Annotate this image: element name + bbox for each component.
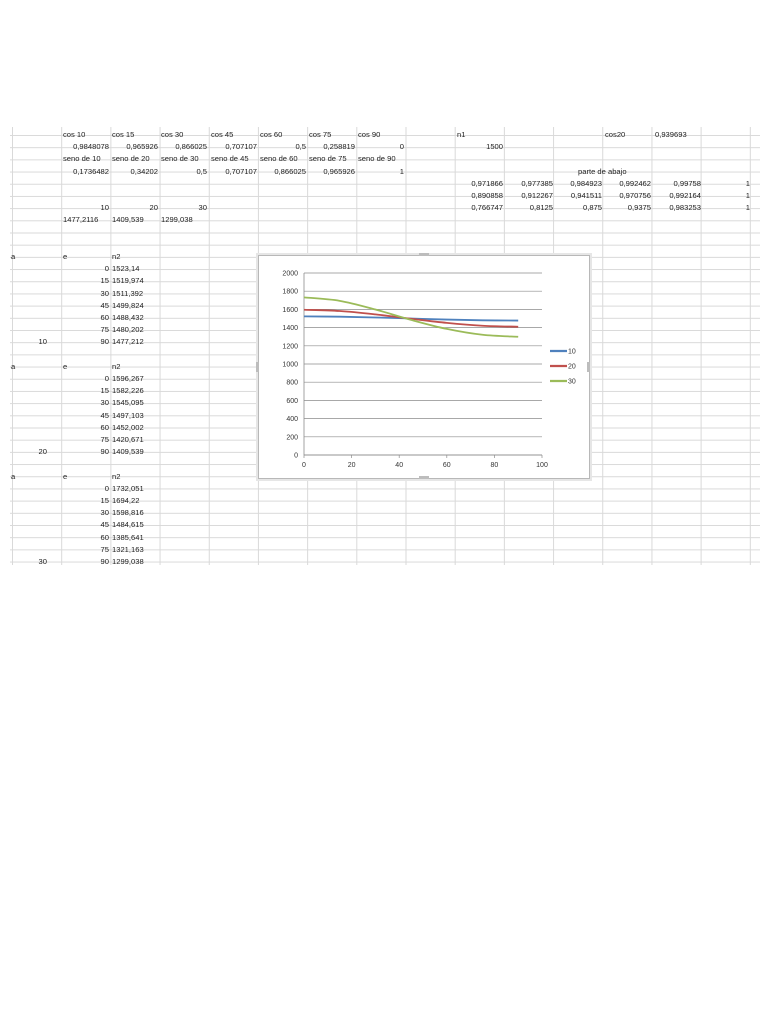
right-value-2-1[interactable]: 0,8125 [529, 203, 553, 213]
table-header-n2[interactable]: n2 [112, 361, 121, 371]
right-value-0-3[interactable]: 0,992462 [619, 178, 651, 188]
seno-value-3[interactable]: 0,707107 [225, 166, 257, 176]
cos-value-1[interactable]: 0,965926 [126, 142, 158, 152]
y-tick-label: 1000 [282, 361, 298, 369]
table-n2-value[interactable]: 1545,095 [112, 398, 144, 408]
table-e-value[interactable]: 0 [104, 264, 109, 274]
n1-label[interactable]: n1 [457, 130, 466, 139]
cos-header-2[interactable]: cos 30 [161, 130, 184, 139]
seno-value-4[interactable]: 0,866025 [274, 166, 306, 176]
right-value-2-5[interactable]: 1 [745, 203, 750, 213]
table-n2-value[interactable]: 1488,432 [112, 313, 144, 322]
table-n2-value[interactable]: 1582,226 [112, 386, 144, 396]
n1-value[interactable]: 1500 [486, 142, 503, 152]
y-tick-label: 800 [286, 379, 298, 387]
y-tick-label: 400 [286, 416, 298, 424]
right-value-2-0[interactable]: 0,766747 [471, 203, 503, 213]
cos-header-4[interactable]: cos 60 [260, 130, 283, 139]
table-header-n2[interactable]: n2 [112, 471, 121, 481]
cos-value-3[interactable]: 0,707107 [225, 142, 257, 152]
cos-header-0[interactable]: cos 10 [63, 130, 86, 139]
cos-value-6[interactable]: 0 [399, 142, 404, 152]
right-value-0-0[interactable]: 0,971866 [471, 178, 503, 188]
table-header-e[interactable]: e [63, 361, 68, 371]
legend-label-10: 10 [568, 348, 576, 356]
table-e-value[interactable]: 75 [100, 544, 109, 554]
seno-header-5[interactable]: seno de 75 [309, 154, 347, 164]
y-tick-label: 200 [286, 434, 298, 442]
table-n2-value[interactable]: 1511,392 [112, 288, 144, 298]
table-n2-value[interactable]: 1497,103 [112, 410, 144, 420]
seno-value-2[interactable]: 0,5 [196, 166, 207, 176]
right-value-0-5[interactable]: 1 [745, 178, 750, 188]
x-tick-label: 80 [490, 462, 499, 469]
right-value-1-2[interactable]: 0,941511 [570, 191, 602, 200]
table-n2-value[interactable]: 1452,002 [112, 422, 144, 432]
y-tick-label: 2000 [282, 270, 298, 278]
table-header-a[interactable]: a [11, 252, 16, 261]
x-tick-label: 20 [347, 462, 356, 469]
legend-label-20: 20 [568, 363, 576, 371]
table-n2-value[interactable]: 1598,816 [112, 508, 144, 518]
cos-header-1[interactable]: cos 15 [112, 130, 135, 139]
table-e-value[interactable]: 75 [100, 435, 109, 444]
table-e-value[interactable]: 45 [100, 520, 109, 530]
table-e-value[interactable]: 0 [104, 483, 109, 493]
right-value-0-4[interactable]: 0,99758 [673, 178, 701, 188]
table-n2-value[interactable]: 1480,202 [112, 325, 144, 335]
right-value-2-4[interactable]: 0,983253 [669, 203, 701, 213]
cos-header-3[interactable]: cos 45 [211, 130, 234, 139]
table-e-value[interactable]: 15 [100, 386, 109, 396]
cos-value-2[interactable]: 0,866025 [175, 142, 207, 152]
table-n2-value[interactable]: 1321,163 [112, 544, 144, 554]
table-n2-value[interactable]: 1499,824 [112, 300, 144, 310]
table-n2-value[interactable]: 1523,14 [112, 264, 140, 274]
chart-plot [259, 256, 589, 478]
line-chart[interactable] [258, 255, 590, 479]
table-e-value[interactable]: 15 [100, 276, 109, 286]
table-n2-value[interactable]: 1596,267 [112, 374, 144, 383]
series-line-20 [304, 310, 518, 327]
table-e-value[interactable]: 45 [100, 410, 109, 420]
right-value-0-1[interactable]: 0,977385 [521, 178, 553, 188]
angle-2[interactable]: 30 [198, 203, 207, 213]
seno-value-6[interactable]: 1 [399, 166, 404, 176]
y-tick-label: 1600 [282, 306, 298, 314]
table-header-e[interactable]: e [63, 471, 68, 481]
y-tick-label: 1400 [282, 325, 298, 333]
table-n2-value[interactable]: 1732,051 [112, 483, 144, 493]
cos20-label[interactable]: cos20 [605, 130, 626, 139]
table-n2-value[interactable]: 1385,641 [112, 532, 144, 542]
table-e-value[interactable]: 15 [100, 496, 109, 505]
table-e-value[interactable]: 0 [104, 374, 109, 383]
table-a-value[interactable]: 20 [38, 447, 47, 457]
right-value-1-4[interactable]: 0,992164 [669, 191, 701, 200]
table-e-value[interactable]: 90 [100, 337, 109, 347]
x-tick-label: 60 [442, 462, 451, 469]
table-n2-value[interactable]: 1519,974 [112, 276, 144, 286]
x-tick-label: 100 [536, 462, 548, 469]
table-n2-value[interactable]: 1694,22 [112, 496, 140, 505]
right-value-2-3[interactable]: 0,9375 [627, 203, 651, 213]
seno-header-1[interactable]: seno de 20 [112, 154, 150, 164]
table-e-value[interactable]: 75 [100, 325, 109, 335]
angle-0[interactable]: 10 [100, 203, 109, 213]
x-tick-label: 0 [302, 462, 306, 469]
seno-header-2[interactable]: seno de 30 [161, 154, 199, 164]
seno-header-3[interactable]: seno de 45 [211, 154, 249, 164]
legend-label-30: 30 [568, 378, 576, 386]
seno-value-0[interactable]: 0,1736482 [73, 166, 109, 176]
right-value-0-2[interactable]: 0,984923 [570, 178, 602, 188]
table-header-a[interactable]: a [11, 471, 16, 481]
parte-de-abajo-label[interactable]: parte de abajo [578, 166, 627, 176]
cos-header-6[interactable]: cos 90 [358, 130, 381, 139]
table-n2-value[interactable]: 1484,615 [112, 520, 144, 530]
cos-value-5[interactable]: 0,258819 [323, 142, 355, 152]
y-tick-label: 1800 [282, 288, 298, 296]
seno-header-6[interactable]: seno de 90 [358, 154, 396, 164]
angle-1[interactable]: 20 [149, 203, 158, 213]
x-tick-label: 40 [395, 462, 404, 469]
result-0[interactable]: 1477,2116 [63, 215, 99, 225]
table-e-value[interactable]: 45 [100, 300, 109, 310]
cos-value-0[interactable]: 0,9848078 [73, 142, 109, 152]
table-n2-value[interactable]: 1477,212 [112, 337, 144, 347]
table-e-value[interactable]: 60 [100, 313, 109, 322]
seno-value-5[interactable]: 0,965926 [323, 166, 355, 176]
table-e-value[interactable]: 60 [100, 532, 109, 542]
right-value-2-2[interactable]: 0,875 [582, 203, 602, 213]
y-tick-label: 0 [294, 452, 298, 460]
result-1[interactable]: 1409,539 [112, 215, 144, 225]
seno-header-0[interactable]: seno de 10 [63, 154, 101, 164]
y-tick-label: 600 [286, 397, 298, 405]
table-e-value[interactable]: 90 [100, 447, 109, 457]
right-value-1-1[interactable]: 0,912267 [521, 191, 553, 200]
table-e-value[interactable]: 30 [100, 288, 109, 298]
cos-header-5[interactable]: cos 75 [309, 130, 332, 139]
table-e-value[interactable]: 30 [100, 398, 109, 408]
table-e-value[interactable]: 90 [100, 557, 109, 565]
right-value-1-0[interactable]: 0,890858 [471, 191, 503, 200]
y-tick-label: 1200 [282, 343, 298, 351]
cos20-value[interactable]: 0,939693 [655, 130, 687, 139]
table-e-value[interactable]: 30 [100, 508, 109, 518]
table-a-value[interactable]: 10 [38, 337, 47, 347]
right-value-1-3[interactable]: 0,970756 [619, 191, 651, 200]
right-value-1-5[interactable]: 1 [745, 191, 750, 200]
table-n2-value[interactable]: 1299,038 [112, 557, 144, 565]
cos-value-4[interactable]: 0,5 [295, 142, 306, 152]
table-a-value[interactable]: 30 [38, 557, 47, 565]
table-header-n2[interactable]: n2 [112, 252, 121, 261]
result-2[interactable]: 1299,038 [161, 215, 193, 225]
seno-value-1[interactable]: 0,34202 [130, 166, 158, 176]
table-n2-value[interactable]: 1420,671 [112, 435, 144, 444]
table-header-e[interactable]: e [63, 252, 68, 261]
table-n2-value[interactable]: 1409,539 [112, 447, 144, 457]
seno-header-4[interactable]: seno de 60 [260, 154, 298, 164]
table-header-a[interactable]: a [11, 361, 16, 371]
table-e-value[interactable]: 60 [100, 422, 109, 432]
